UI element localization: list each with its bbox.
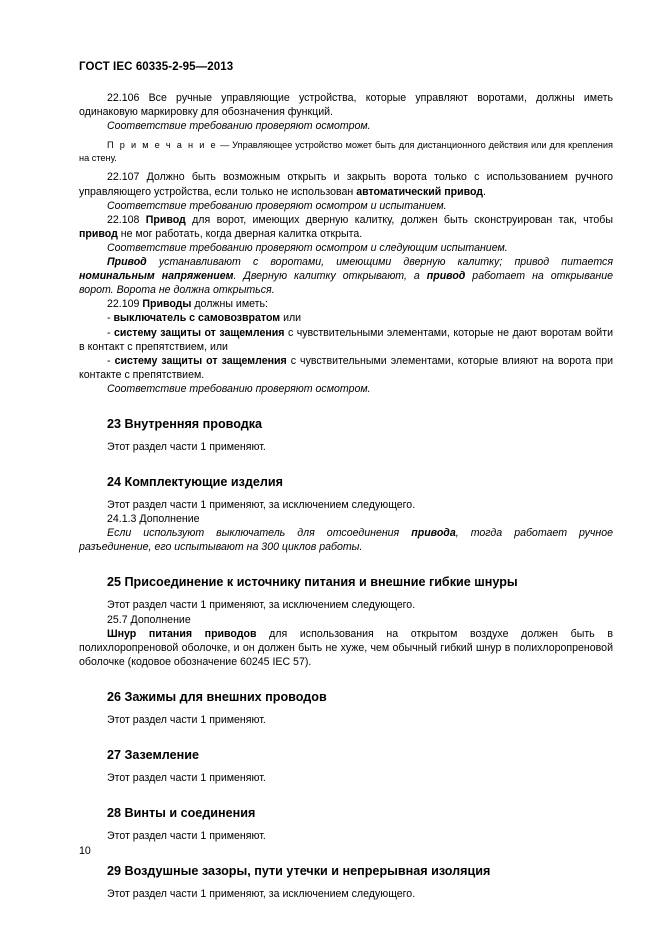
section-26-title: 26 Зажимы для внешних проводов (107, 689, 327, 704)
section-25-subclause: 25.7 Дополнение (107, 613, 191, 626)
term-drive: привод (79, 227, 118, 240)
section-25-text: Этот раздел части 1 применяют, за исключением следующего. (107, 599, 416, 612)
list-item (79, 354, 613, 382)
section-23-title: 23 Внутренняя проводка (107, 416, 263, 431)
section-27-text: Этот раздел части 1 применяют. (107, 772, 266, 784)
term-drive: привод (426, 270, 466, 283)
note-text: — Управляющее устройство может быть для дистанционного действия или для крепления на стену. (79, 140, 613, 163)
section-24-subclause: 24.1.3 Дополнение (107, 513, 200, 526)
term-anti-trap-system: систему защиты от защемления (114, 326, 285, 339)
section-24-addition (79, 526, 613, 554)
term-automatic-drive: автоматический привод (356, 185, 484, 198)
addition-text: для использования на открытом воздухе должен быть в полихлоропреновой оболочке, и он должен быть не хуже, чем обычный гибкий шнур в полихлоропреновой оболочке (кодовое обозначение 60245 IEC 57). (79, 627, 613, 668)
term-self-return-switch: выключатель с самовозвратом (113, 312, 281, 325)
clause-22-108-check: Соответствие требованию проверяют осмотром и следующим испытанием. (107, 241, 508, 254)
list-item-text: с чувствительными элементами, которые не дают воротам войти в контакт с препятствием, или (79, 326, 613, 353)
clause-22-106-check: Соответствие требованию проверяют осмотром. (107, 120, 371, 133)
test-description (79, 255, 613, 297)
page-number: 10 (79, 845, 91, 857)
note-label: П р и м е ч а н и е (107, 140, 218, 151)
clause-22-107-text: 22.107 Должно быть возможным открыть и закрыть ворота только с использованием ручного управляющего устройства, если только не использован (79, 171, 613, 198)
list-item-text: с чувствительными элементами, которые влияют на ворота при контакте с препятствием. (79, 354, 614, 381)
term-drive-power-cord: Шнур питания приводов (107, 627, 257, 640)
term-rated-voltage: номинальным напряжением (79, 270, 234, 283)
list-item (79, 311, 613, 325)
list-dash: - (107, 354, 115, 367)
clause-22-109-text: должны иметь: (191, 298, 268, 311)
term-drive: привода (411, 527, 456, 540)
section-26-text: Этот раздел части 1 применяют. (107, 713, 266, 726)
section-29-title: 29 Воздушные зазоры, пути утечки и непрерывная изоляция (107, 864, 491, 879)
note (79, 139, 613, 164)
term-drive: Привод (145, 213, 186, 226)
section-25-addition (79, 627, 613, 669)
section-24-text: Этот раздел части 1 применяют, за исключением следующего. (107, 499, 416, 512)
list-item (79, 326, 613, 354)
section-25-title: 25 Присоединение к источнику питания и внешние гибкие шнуры (107, 575, 518, 590)
test-text-1: устанавливают с воротами, имеющими дверную калитку; привод питается (146, 256, 613, 269)
term-anti-trap-system: систему защиты от защемления (114, 354, 287, 367)
section-27-title: 27 Заземление (107, 748, 199, 762)
clause-22-107-end: . (483, 185, 486, 198)
list-item-text: или (280, 312, 302, 325)
clause-22-109-num: 22.109 (107, 298, 143, 311)
clause-22-108 (79, 213, 613, 241)
term-drives: Приводы (142, 298, 192, 311)
clause-22-107-check: Соответствие требованию проверяют осмотром и испытанием. (107, 199, 447, 212)
clause-22-109 (79, 297, 613, 311)
section-23-text: Этот раздел части 1 применяют. (107, 440, 266, 453)
document-header: ГОСТ IEC 60335-2-95—2013 (79, 61, 234, 73)
section-28-title: 28 Винты и соединения (107, 806, 256, 821)
clause-22-107 (79, 170, 613, 198)
section-28-text: Этот раздел части 1 применяют. (107, 830, 266, 843)
clause-22-109-check: Соответствие требованию проверяют осмотром. (107, 382, 371, 395)
clause-22-108-num: 22.108 (107, 213, 146, 226)
addition-text-1: Если используют выключатель для отсоединения (107, 527, 412, 540)
clause-22-108-text: для ворот, имеющих дверную калитку, должен быть сконструирован так, чтобы (185, 213, 613, 226)
list-dash: - (107, 312, 114, 325)
test-text-3: работает на открывание ворот. Ворота не должна открыться. (79, 270, 613, 297)
clause-22-108-end: не мог работать, когда дверная калитка открыта. (117, 227, 363, 240)
term-drive: Привод (107, 256, 147, 269)
addition-text-2: , тогда работает ручное разъединение, его испытывают на 300 циклов работы. (79, 527, 613, 554)
list-dash: - (107, 326, 114, 339)
clause-22-106: 22.106 Все ручные управляющие устройства, которые управляют воротами, должны иметь одинаковую маркировку для обозначения функций. (79, 92, 613, 119)
test-text-2: . Дверную калитку открывают, а (233, 270, 427, 283)
section-24-title: 24 Комплектующие изделия (107, 475, 283, 490)
document-body (79, 91, 613, 901)
section-29-text: Этот раздел части 1 применяют, за исключением следующего. (107, 888, 416, 901)
